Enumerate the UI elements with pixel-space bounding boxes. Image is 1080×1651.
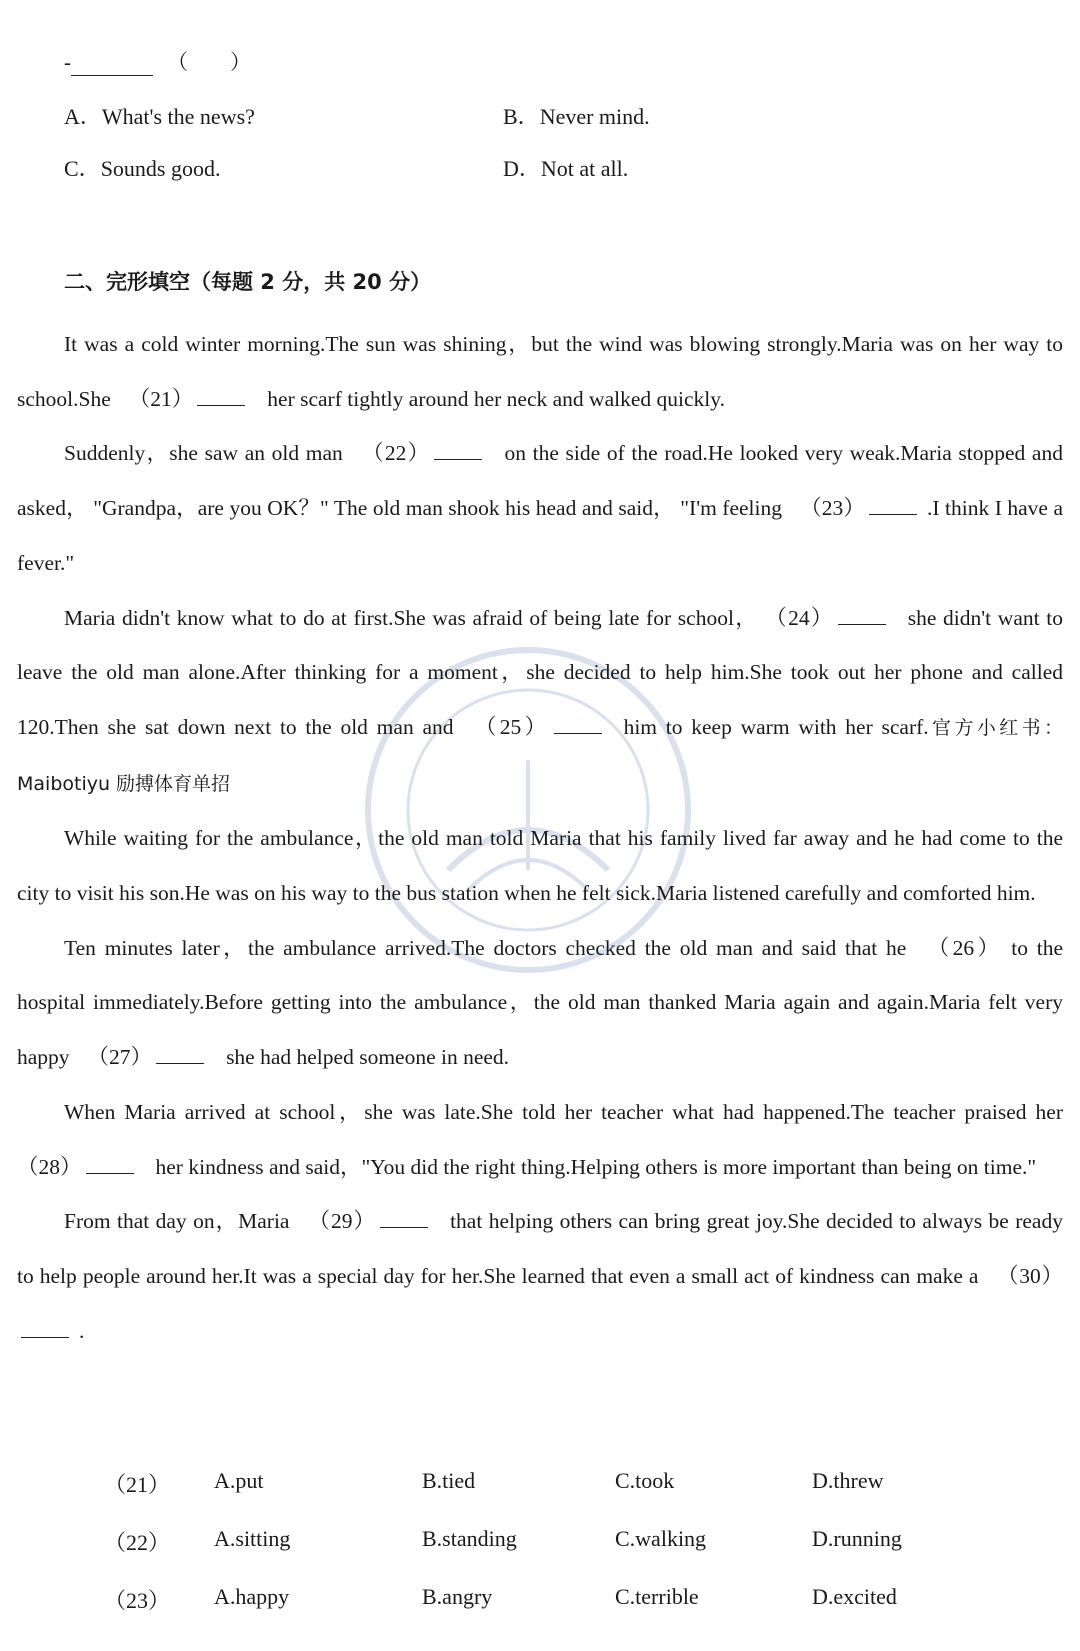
option-d: D．Not at all. xyxy=(503,156,629,181)
answer-dash: - xyxy=(64,50,71,74)
paragraph-1: It was a cold winter morning.The sun was shining，but the wind was blowing strongly.Maria was on her way to school.She （21） her scarf tightly around her neck and walked quickly. xyxy=(17,332,1063,411)
paragraph-7: From that day on，Maria （29） that helping others can bring great joy.She decided to always be ready to help people around her.It was a special day for her.She learned that even a small act of kindness can make a （30）. xyxy=(17,1209,1063,1343)
paragraph-6: When Maria arrived at school，she was late.She told her teacher what had happened.The teacher praised her（28） her kindness and said，"You did the right thing.Helping others is more important than being on time." xyxy=(17,1099,1063,1179)
choice-row-21: （21） A.put B.tied C.took D.threw xyxy=(104,1468,884,1497)
cloze-passage xyxy=(17,317,1063,1358)
answer-line xyxy=(71,53,153,76)
choice-row-23: （23） A.happy B.angry C.terrible D.excited xyxy=(104,1584,897,1613)
paragraph-3: Maria didn't know what to do at first.She was afraid of being late for school， （24） she didn't want to leave the old man alone.After thinking for a moment，she decided to help him.She took out her phone and called 120.Then she sat down next to the old man and （25） him to keep warm with her scarf.官方小红书：Maibotiyu 励搏体育单招 xyxy=(17,605,1063,795)
option-c: C．Sounds good. xyxy=(64,156,221,181)
option-b: B．Never mind. xyxy=(503,104,650,129)
previous-question-blank xyxy=(64,46,251,76)
advert-text: 官方小红书：Maibotiyu 励搏体育单招 xyxy=(17,716,1063,795)
paragraph-5: Ten minutes later，the ambulance arrived.The doctors checked the old man and said that he （26） to the hospital immediately.Before getting into the ambulance，the old man thanked Maria again and again.Maria felt very happy （27） she had helped someone in need. xyxy=(17,935,1063,1070)
section-heading: 二、完形填空（每题 2 分，共 20 分） xyxy=(64,270,432,294)
option-a: A．What's the news? xyxy=(64,104,255,129)
paragraph-4: While waiting for the ambulance，the old man told Maria that his family lived far away and he had come to the city to visit his son.He was on his way to the bus station when he felt sick.Maria listened carefully and comforted him. xyxy=(17,826,1063,906)
answer-paren: （ ） xyxy=(167,50,251,74)
choice-row-22: （22） A.sitting B.standing C.walking D.running xyxy=(104,1526,902,1555)
paragraph-2: Suddenly，she saw an old man （22） on the side of the road.He looked very weak.Maria stopped and asked， "Grandpa，are you OK？" The old man shook his head and said， "I'm feeling （23） .I think I have a fever." xyxy=(17,441,1063,575)
